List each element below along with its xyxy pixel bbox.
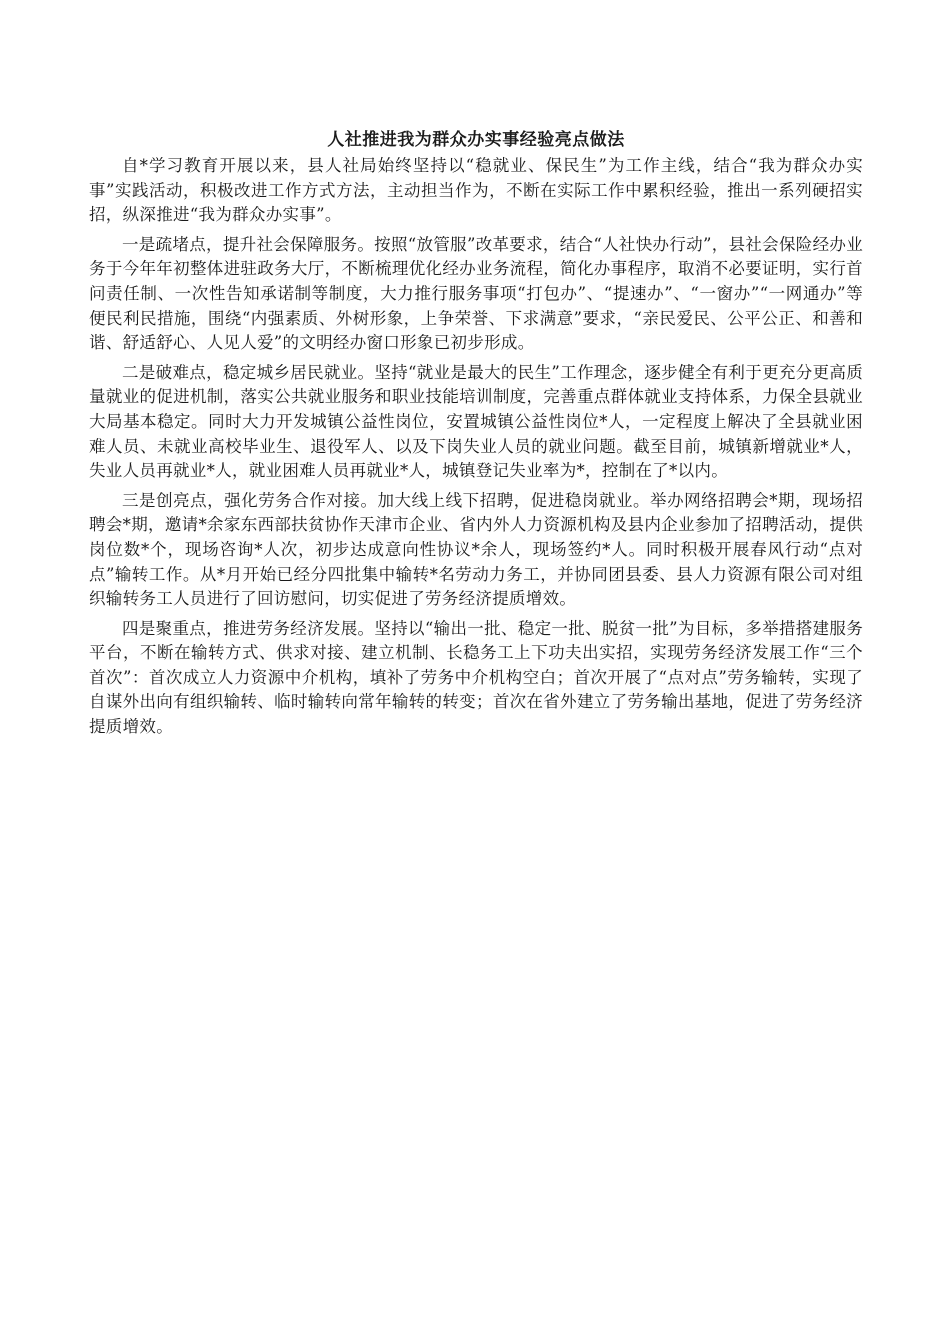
intro-paragraph: 自*学习教育开展以来，县人社局始终坚持以“稳就业、保民生”为工作主线，结合“我为群众办实事”实践活动，积极改进工作方式方法，主动担当作为，不断在实际工作中累积经验，推出一系列硬招实招，纵深推进“我为群众办实事”。 <box>89 156 863 225</box>
paragraph-labor-cooperation: 三是创亮点，强化劳务合作对接。加大线上线下招聘，促进稳岗就业。举办网络招聘会*期，现场招聘会*期，邀请*余家东西部扶贫协作天津市企业、省内外人力资源机构及县内企业参加了招聘活动，提供岗位数*个，现场咨询*人次，初步达成意向性协议*余人，现场签约*人。同时积极开展春风行动“点对点”输转工作。从*月开始已经分四批集中输转*名劳动力务工，并协同团县委、县人力资源有限公司对组织输转务工人员进行了回访慰问，切实促进了劳务经济提质增效。 <box>89 490 863 609</box>
paragraph-labor-economy: 四是聚重点，推进劳务经济发展。坚持以“输出一批、稳定一批、脱贫一批”为目标，多举措搭建服务平台，不断在输转方式、供求对接、建立机制、长稳务工上下功夫出实招，实现劳务经济发展工作“三个首次”：首次成立人力资源中介机构，填补了劳务中介机构空白；首次开展了“点对点”劳务输转，实现了自谋外出向有组织输转、临时输转向常年输转的转变；首次在省外建立了劳务输出基地，促进了劳务经济提质增效。 <box>89 618 863 737</box>
paragraph-employment: 二是破难点，稳定城乡居民就业。坚持“就业是最大的民生”工作理念，逐步健全有利于更充分更高质量就业的促进机制，落实公共就业服务和职业技能培训制度，完善重点群体就业支持体系，力保全县就业大局基本稳定。同时大力开发城镇公益性岗位，安置城镇公益性岗位*人，一定程度上解决了全县就业困难人员、未就业高校毕业生、退役军人、以及下岗失业人员的就业问题。截至目前，城镇新增就业*人，失业人员再就业*人，就业困难人员再就业*人，城镇登记失业率为*，控制在了*以内。 <box>89 362 863 481</box>
document-title: 人社推进我为群众办实事经验亮点做法 <box>327 130 625 150</box>
document-page <box>89 128 863 745</box>
paragraph-social-security: 一是疏堵点，提升社会保障服务。按照“放管服”改革要求，结合“人社快办行动”，县社会保险经办业务于今年年初整体进驻政务大厅，不断梳理优化经办业务流程，简化办事程序，取消不必要证明，实行首问责任制、一次性告知承诺制等制度，大力推行服务事项“打包办”、“提速办”、“一窗办”“一网通办”等便民利民措施，围绕“内强素质、外树形象，上争荣誉、下求满意”要求，“亲民爱民、公平公正、和善和谐、舒适舒心、人见人爱”的文明经办窗口形象已初步形成。 <box>89 234 863 353</box>
